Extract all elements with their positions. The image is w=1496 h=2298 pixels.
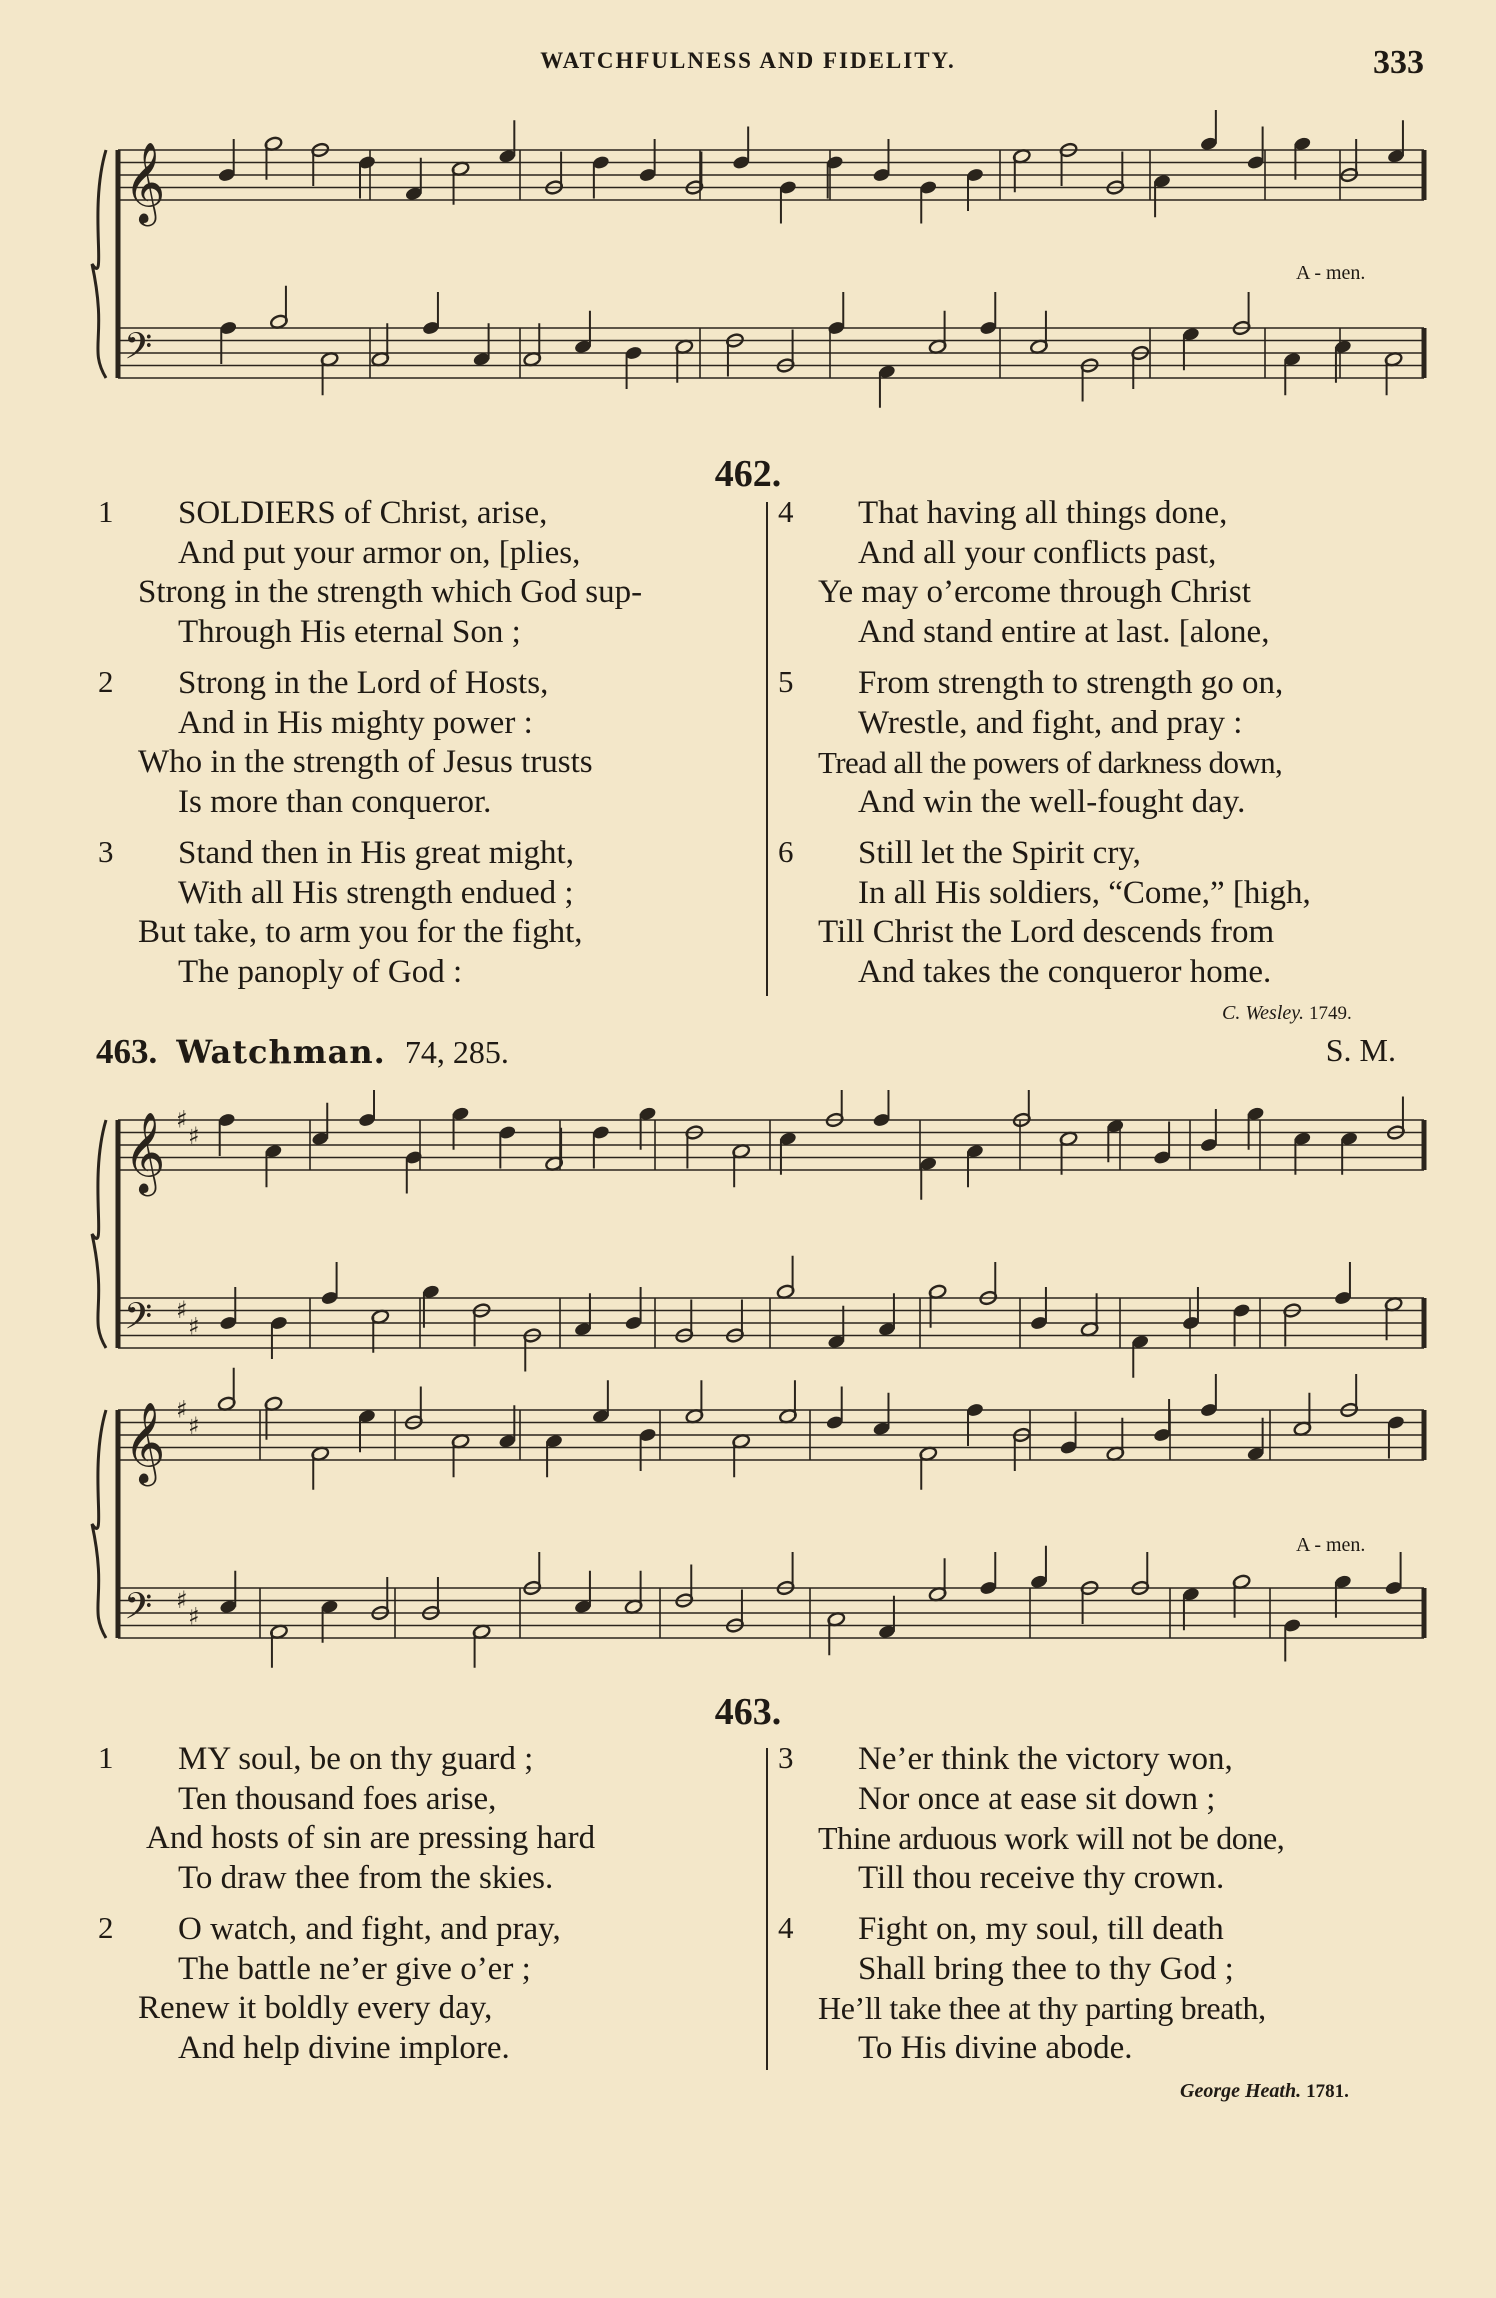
verse-line: And stand entire at last. [alone, xyxy=(858,613,1270,650)
sharp-sign: ♯ xyxy=(188,1121,200,1150)
verse-line: And all your conflicts past, xyxy=(858,534,1217,571)
verse xyxy=(778,834,1438,992)
verse-number: 1 xyxy=(98,1740,114,1775)
verses-463-left xyxy=(98,1740,758,2080)
verse-line: Is more than conqueror. xyxy=(178,783,492,820)
verse-line: Renew it boldly every day, xyxy=(138,1990,493,2026)
treble-clef: 𝄞 xyxy=(124,1111,166,1193)
verse-number: 5 xyxy=(778,664,794,699)
verse-line: But take, to arm you for the fight, xyxy=(138,914,583,950)
verse-line: Tread all the powers of darkness down, xyxy=(818,745,1283,780)
verse-line: In all His soldiers, “Come,” [high, xyxy=(858,874,1311,911)
verse-line: Ten thousand foes arise, xyxy=(178,1780,497,1817)
score-top-svg xyxy=(0,110,1496,450)
verse-line: Strong in the Lord of Hosts, xyxy=(178,665,549,701)
verse-line: That having all things done, xyxy=(858,495,1228,531)
sharp-sign: ♯ xyxy=(176,1395,188,1424)
verse-line: And takes the conqueror home. xyxy=(858,953,1272,990)
verse-number: 3 xyxy=(98,834,114,869)
bass-clef: 𝄢 xyxy=(124,1585,153,1637)
bass-clef: 𝄢 xyxy=(124,1295,153,1347)
staff-brace xyxy=(92,1120,106,1348)
attribution-author: C. Wesley. xyxy=(1222,1002,1305,1024)
treble-clef: 𝄞 xyxy=(124,141,166,223)
sharp-sign: ♯ xyxy=(188,1602,200,1631)
attribution-year: 1781. xyxy=(1306,2081,1349,2102)
verse-line: MY soul, be on thy guard ; xyxy=(178,1741,534,1777)
treble-clef: 𝄞 xyxy=(124,1401,166,1483)
attribution-462 xyxy=(1222,1002,1352,1025)
verses-462-left xyxy=(98,494,758,1004)
sharp-sign: ♯ xyxy=(176,1296,188,1324)
attribution-author: George Heath. xyxy=(1180,2080,1302,2102)
verse xyxy=(778,664,1438,822)
verse-line: Till thou receive thy crown. xyxy=(858,1859,1225,1896)
verses-462 xyxy=(0,494,1496,1014)
running-head xyxy=(0,44,1496,84)
verse-line: To His divine abode. xyxy=(858,2029,1133,2066)
verse-number: 2 xyxy=(98,1910,114,1945)
staff-brace xyxy=(92,150,106,378)
sharp-sign: ♯ xyxy=(188,1312,200,1341)
verse-line: He’ll take thee at thy parting breath, xyxy=(818,1990,1266,2026)
bass-clef: 𝄢 xyxy=(124,325,153,377)
verse-line: Ne’er think the victory won, xyxy=(858,1741,1233,1777)
tune-number: 463. xyxy=(96,1032,158,1071)
hymn-number-463: 463. xyxy=(714,1691,782,1733)
verse xyxy=(98,494,758,652)
running-title: WATCHFULNESS AND FIDELITY. xyxy=(540,48,956,73)
verse-line: Fight on, my soul, till death xyxy=(858,1911,1224,1947)
verse-line: To draw thee from the skies. xyxy=(178,1859,554,1896)
attribution-463 xyxy=(1180,2080,1349,2103)
verse-line: And help divine implore. xyxy=(178,2029,510,2066)
verse-line: Through His eternal Son ; xyxy=(178,613,521,650)
verse-line: Nor once at ease sit down ; xyxy=(858,1780,1216,1817)
sharp-sign: ♯ xyxy=(176,1105,188,1134)
amen-label-463: A - men. xyxy=(1296,1534,1366,1556)
page-number: 333 xyxy=(1373,44,1424,81)
verse xyxy=(98,1910,758,2068)
score-bottom-svg xyxy=(0,1090,1496,1672)
verse-number: 4 xyxy=(778,1910,794,1945)
tune-references: 74, 285. xyxy=(404,1034,509,1070)
verse-line: Stand then in His great might, xyxy=(178,835,574,871)
verse-line: The panoply of God : xyxy=(178,953,463,990)
verse xyxy=(778,494,1438,652)
verse-line: Who in the strength of Jesus trusts xyxy=(138,744,593,780)
verse-line: With all His strength endued ; xyxy=(178,874,574,911)
amen-label-top: A - men. xyxy=(1296,262,1366,284)
verses-463 xyxy=(0,1740,1496,2080)
sharp-sign: ♯ xyxy=(176,1586,188,1614)
verse-number: 3 xyxy=(778,1740,794,1775)
verse xyxy=(778,1910,1438,2068)
verse-number: 4 xyxy=(778,494,794,529)
verse-number: 6 xyxy=(778,834,794,869)
verse-line: The battle ne’er give o’er ; xyxy=(178,1950,531,1987)
verse xyxy=(98,834,758,992)
verse-line: SOLDIERS of Christ, arise, xyxy=(178,495,548,531)
verse-line: Still let the Spirit cry, xyxy=(858,835,1141,871)
column-divider xyxy=(766,502,768,996)
verse-line: Till Christ the Lord descends from xyxy=(818,914,1275,950)
tune-header-463 xyxy=(96,1032,1416,1076)
hymn-number-462: 462. xyxy=(714,453,782,495)
verse-line: Strong in the strength which God sup- xyxy=(138,574,643,610)
verse-number: 1 xyxy=(98,494,114,529)
verse-line: Shall bring thee to thy God ; xyxy=(858,1950,1234,1987)
music-score-463 xyxy=(0,1090,1496,1672)
tune-name: Watchman. xyxy=(176,1033,386,1071)
verse-line: From strength to strength go on, xyxy=(858,665,1284,701)
verse-line: Thine arduous work will not be done, xyxy=(818,1820,1285,1856)
verse-line: And hosts of sin are pressing hard xyxy=(146,1820,596,1856)
music-score-462 xyxy=(0,110,1496,450)
verse-line: And win the well-fought day. xyxy=(858,783,1246,820)
verse-line: Wrestle, and fight, and pray : xyxy=(858,704,1243,741)
verse-number: 2 xyxy=(98,664,114,699)
verse xyxy=(98,1740,758,1898)
verses-462-right xyxy=(778,494,1438,1004)
verse xyxy=(778,1740,1438,1898)
sharp-sign: ♯ xyxy=(188,1411,200,1440)
verse-line: And in His mighty power : xyxy=(178,704,533,741)
verse-line: Ye may o’ercome through Christ xyxy=(818,574,1251,610)
verses-463-right xyxy=(778,1740,1438,2080)
verse-line: O watch, and fight, and pray, xyxy=(178,1911,561,1947)
attribution-year: 1749. xyxy=(1309,1003,1352,1024)
verse xyxy=(98,664,758,822)
column-divider xyxy=(766,1748,768,2070)
staff-brace xyxy=(92,1410,106,1638)
tune-meter: S. M. xyxy=(1325,1032,1396,1068)
verse-line: And put your armor on, [plies, xyxy=(178,534,581,571)
